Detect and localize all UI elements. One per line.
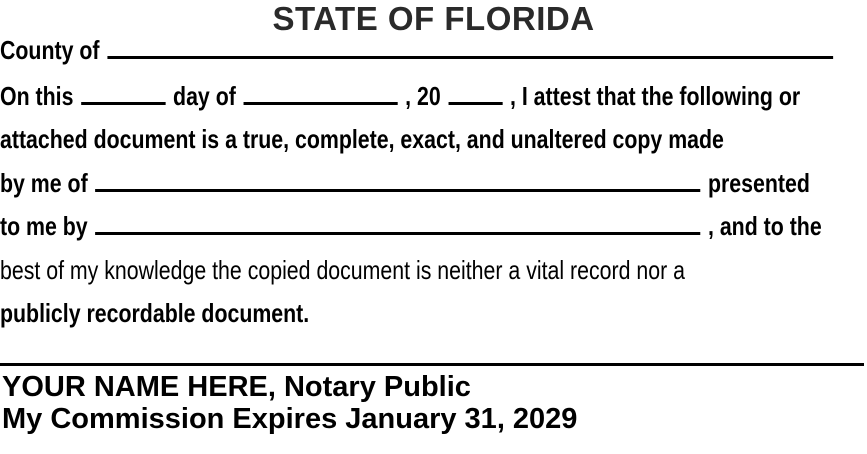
stamp-title: STATE OF FLORIDA <box>272 0 595 37</box>
statement-line-6 <box>0 250 711 290</box>
document-description-blank[interactable] <box>95 163 700 192</box>
statement-text-6: best of my knowledge the copied document is neither a vital record nor a <box>0 255 685 285</box>
presented-label: presented <box>707 168 810 198</box>
statement-line-7 <box>0 293 711 333</box>
county-line <box>0 30 711 70</box>
presenter-line <box>0 206 822 246</box>
date-line <box>0 76 801 116</box>
attest-label: , I attest that the following or <box>509 81 801 111</box>
by-me-of-label: by me of <box>0 168 88 198</box>
county-label: County of <box>0 35 100 65</box>
notary-name: YOUR NAME HERE, Notary Public <box>2 371 471 403</box>
day-of-label: day of <box>173 81 236 111</box>
signature-line <box>0 363 864 366</box>
statement-line-3 <box>0 119 724 159</box>
presenter-blank[interactable] <box>95 206 700 235</box>
commission-expiry: My Commission Expires January 31, 2029 <box>2 403 578 435</box>
statement-text-3: attached document is a true, complete, exact, and unaltered copy made <box>0 124 724 154</box>
year-blank[interactable] <box>448 76 502 105</box>
to-me-by-label: to me by <box>0 211 88 241</box>
county-blank[interactable] <box>107 30 833 59</box>
day-blank[interactable] <box>81 76 165 105</box>
copy-of-line <box>0 163 810 203</box>
month-blank[interactable] <box>243 76 397 105</box>
year-prefix-label: , 20 <box>405 81 441 111</box>
and-to-the-label: , and to the <box>707 211 822 241</box>
statement-text-7: publicly recordable document. <box>0 298 310 328</box>
on-this-label: On this <box>0 81 74 111</box>
